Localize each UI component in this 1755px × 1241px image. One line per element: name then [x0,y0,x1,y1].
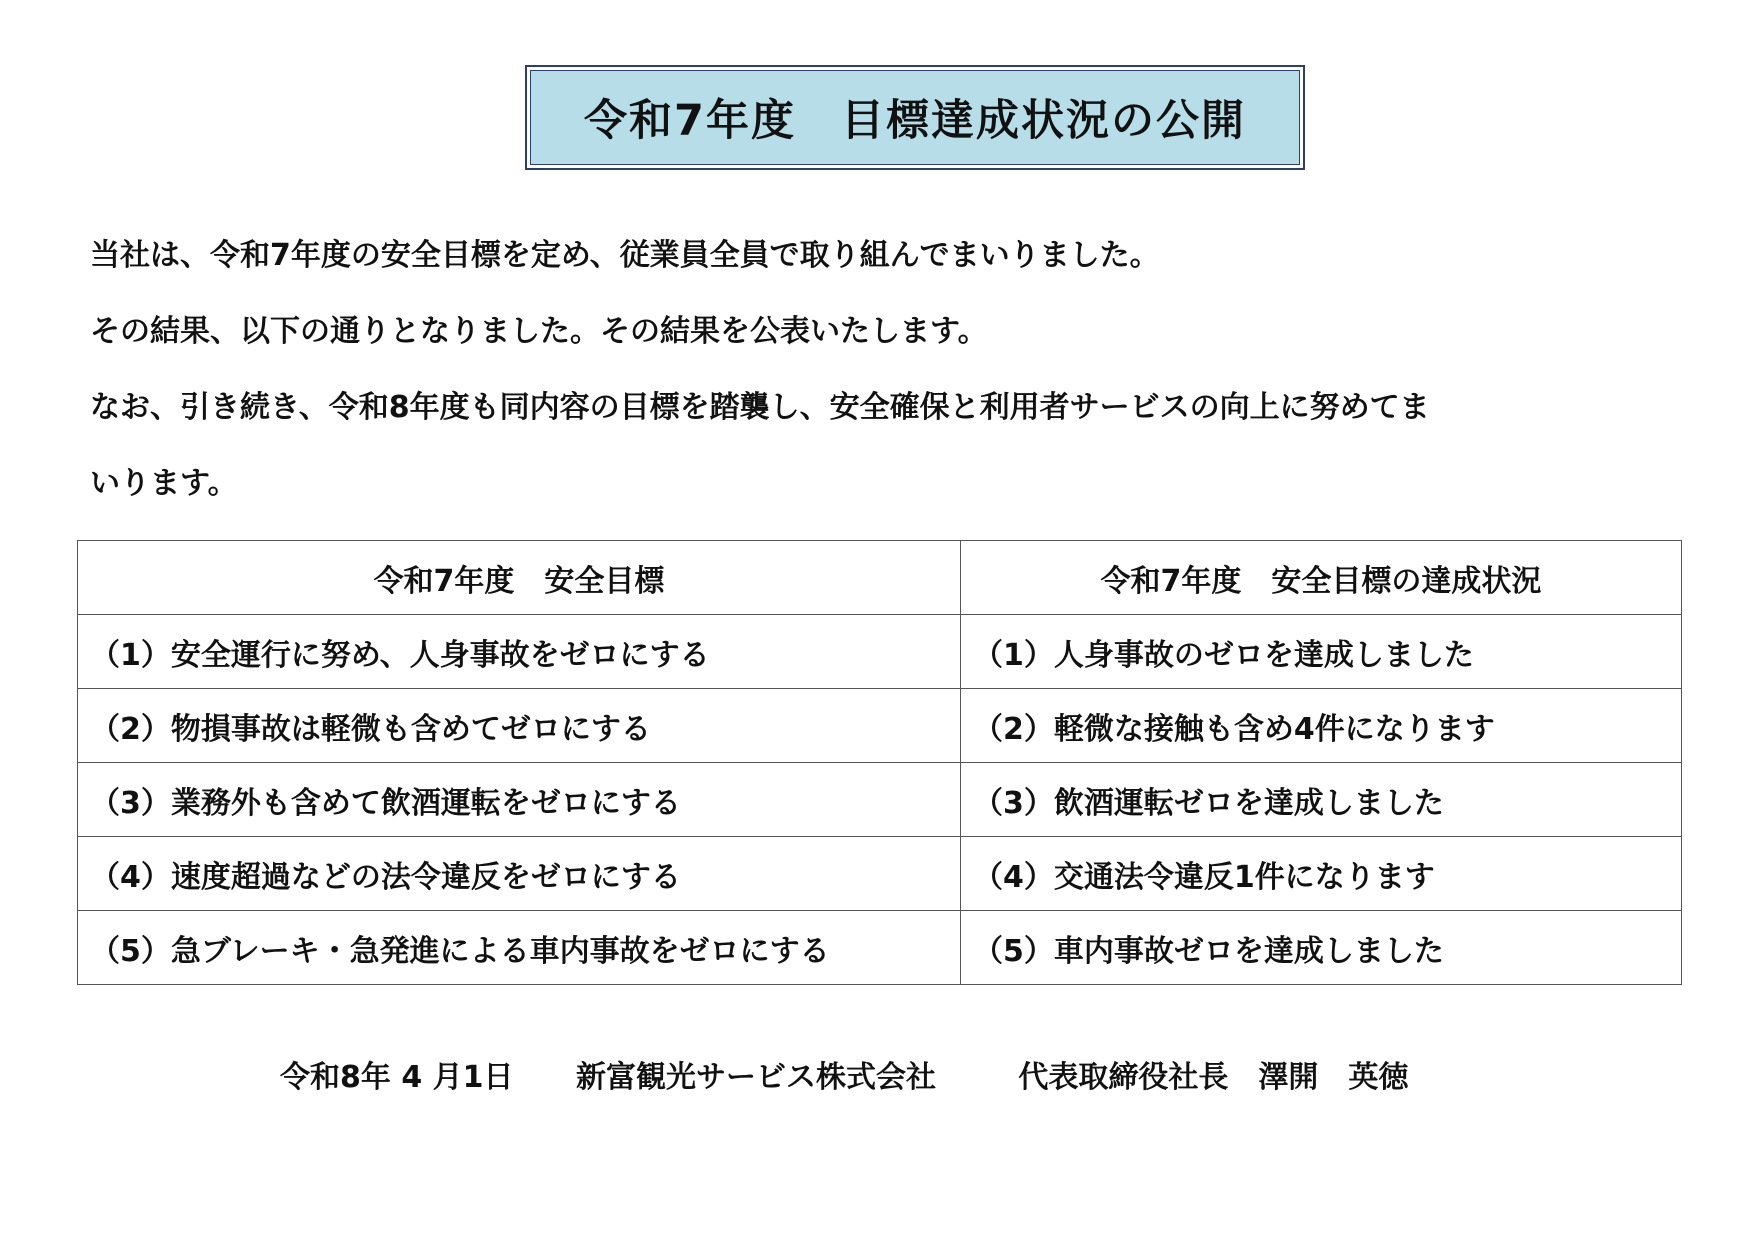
goal-cell: （4）速度超過などの法令違反をゼロにする [78,837,961,911]
intro-line: その結果、以下の通りとなりました。その結果を公表いたします。 [90,314,988,349]
goal-cell: （1）安全運行に努め、人身事故をゼロにする [78,615,961,689]
status-cell: （3）飲酒運転ゼロを達成しました [961,763,1682,837]
signature-footer [280,1052,1408,1096]
table-row [78,615,1682,689]
goal-cell: （2）物損事故は軽微も含めてゼロにする [78,689,961,763]
status-cell: （5）車内事故ゼロを達成しました [961,911,1682,985]
intro-line: いります。 [90,466,238,501]
table-row [78,837,1682,911]
title-box [525,65,1305,170]
goals-table [77,540,1682,985]
column-header-goals: 令和7年度 安全目標 [78,541,961,615]
footer-date: 令和8年 4 月1日 [280,1060,514,1095]
column-header-status: 令和7年度 安全目標の達成状況 [961,541,1682,615]
table-row [78,763,1682,837]
status-cell: （2）軽微な接触も含め4件になります [961,689,1682,763]
goal-cell: （5）急ブレーキ・急発進による車内事故をゼロにする [78,911,961,985]
representative-name: 代表取締役社長 澤開 英徳 [1018,1060,1409,1095]
table-row [78,911,1682,985]
goal-cell: （3）業務外も含めて飲酒運転をゼロにする [78,763,961,837]
table-header-row [78,541,1682,615]
company-name: 新富観光サービス株式会社 [575,1060,936,1095]
status-cell: （4）交通法令違反1件になります [961,837,1682,911]
page-title: 令和7年度 目標達成状況の公開 [530,70,1300,165]
intro-line: 当社は、令和7年度の安全目標を定め、従業員全員で取り組んでまいりました。 [90,238,1160,273]
intro-paragraph [90,218,1690,522]
status-cell: （1）人身事故のゼロを達成しました [961,615,1682,689]
intro-line: なお、引き続き、令和8年度も同内容の目標を踏襲し、安全確保と利用者サービスの向上に努めてま [90,390,1430,425]
table-row [78,689,1682,763]
